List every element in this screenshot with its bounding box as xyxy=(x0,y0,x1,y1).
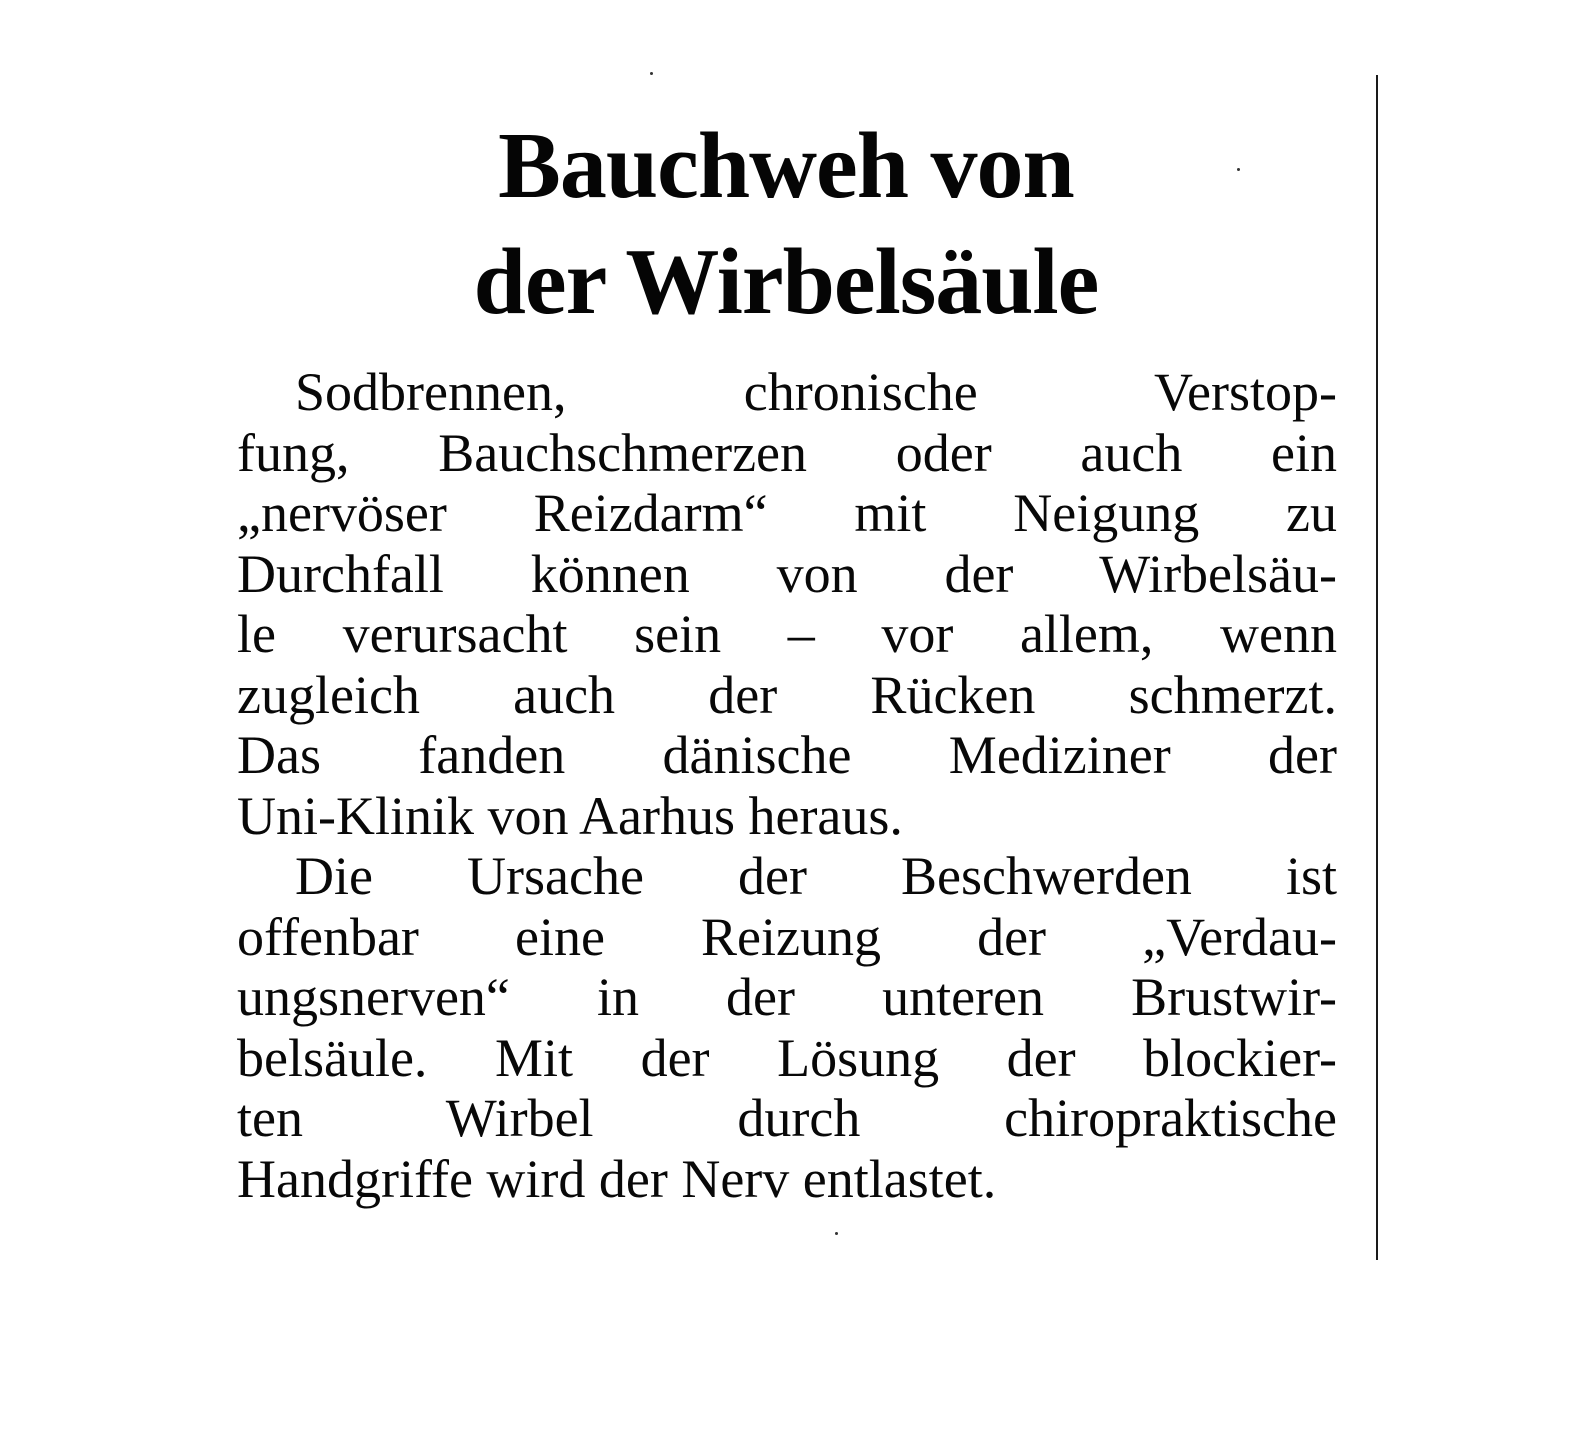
scan-speck xyxy=(835,1232,838,1235)
paragraph-2 xyxy=(237,846,1337,1209)
text-line: Handgriffe wird der Nerv entlastet. xyxy=(237,1148,997,1209)
text-line: le verursacht sein – vor allem, wenn xyxy=(237,604,1337,664)
paragraph-1 xyxy=(237,362,1337,846)
headline-line: Bauchweh von xyxy=(498,114,1074,218)
text-line: Die Ursache der Beschwerden ist xyxy=(295,846,1337,906)
text-line: ten Wirbel durch chiropraktische xyxy=(237,1088,1337,1148)
text-line: zugleich auch der Rücken schmerzt. xyxy=(237,664,1337,725)
text-line: ungsnerven“ in der unteren Brustwir- xyxy=(237,967,1337,1027)
text-line: fung, Bauchschmerzen oder auch ein xyxy=(237,422,1337,483)
column-divider xyxy=(1376,75,1378,1260)
text-line: „nervöser Reizdarm“ mit Neigung zu xyxy=(237,483,1337,543)
text-line: Uni-Klinik von Aarhus heraus. xyxy=(237,785,903,846)
text-line: Durchfall können von der Wirbelsäu- xyxy=(237,543,1337,604)
text-line: offenbar eine Reizung der „Verdau- xyxy=(237,906,1337,967)
article-body xyxy=(237,362,1337,1209)
text-line: Das fanden dänische Mediziner der xyxy=(237,725,1337,785)
text-line: Sodbrennen, chronische Verstop- xyxy=(295,362,1337,422)
scan-speck xyxy=(650,72,653,75)
text-line: belsäule. Mit der Lösung der blockier- xyxy=(237,1027,1337,1088)
article-headline xyxy=(236,108,1336,340)
headline-line: der Wirbelsäule xyxy=(473,230,1099,334)
